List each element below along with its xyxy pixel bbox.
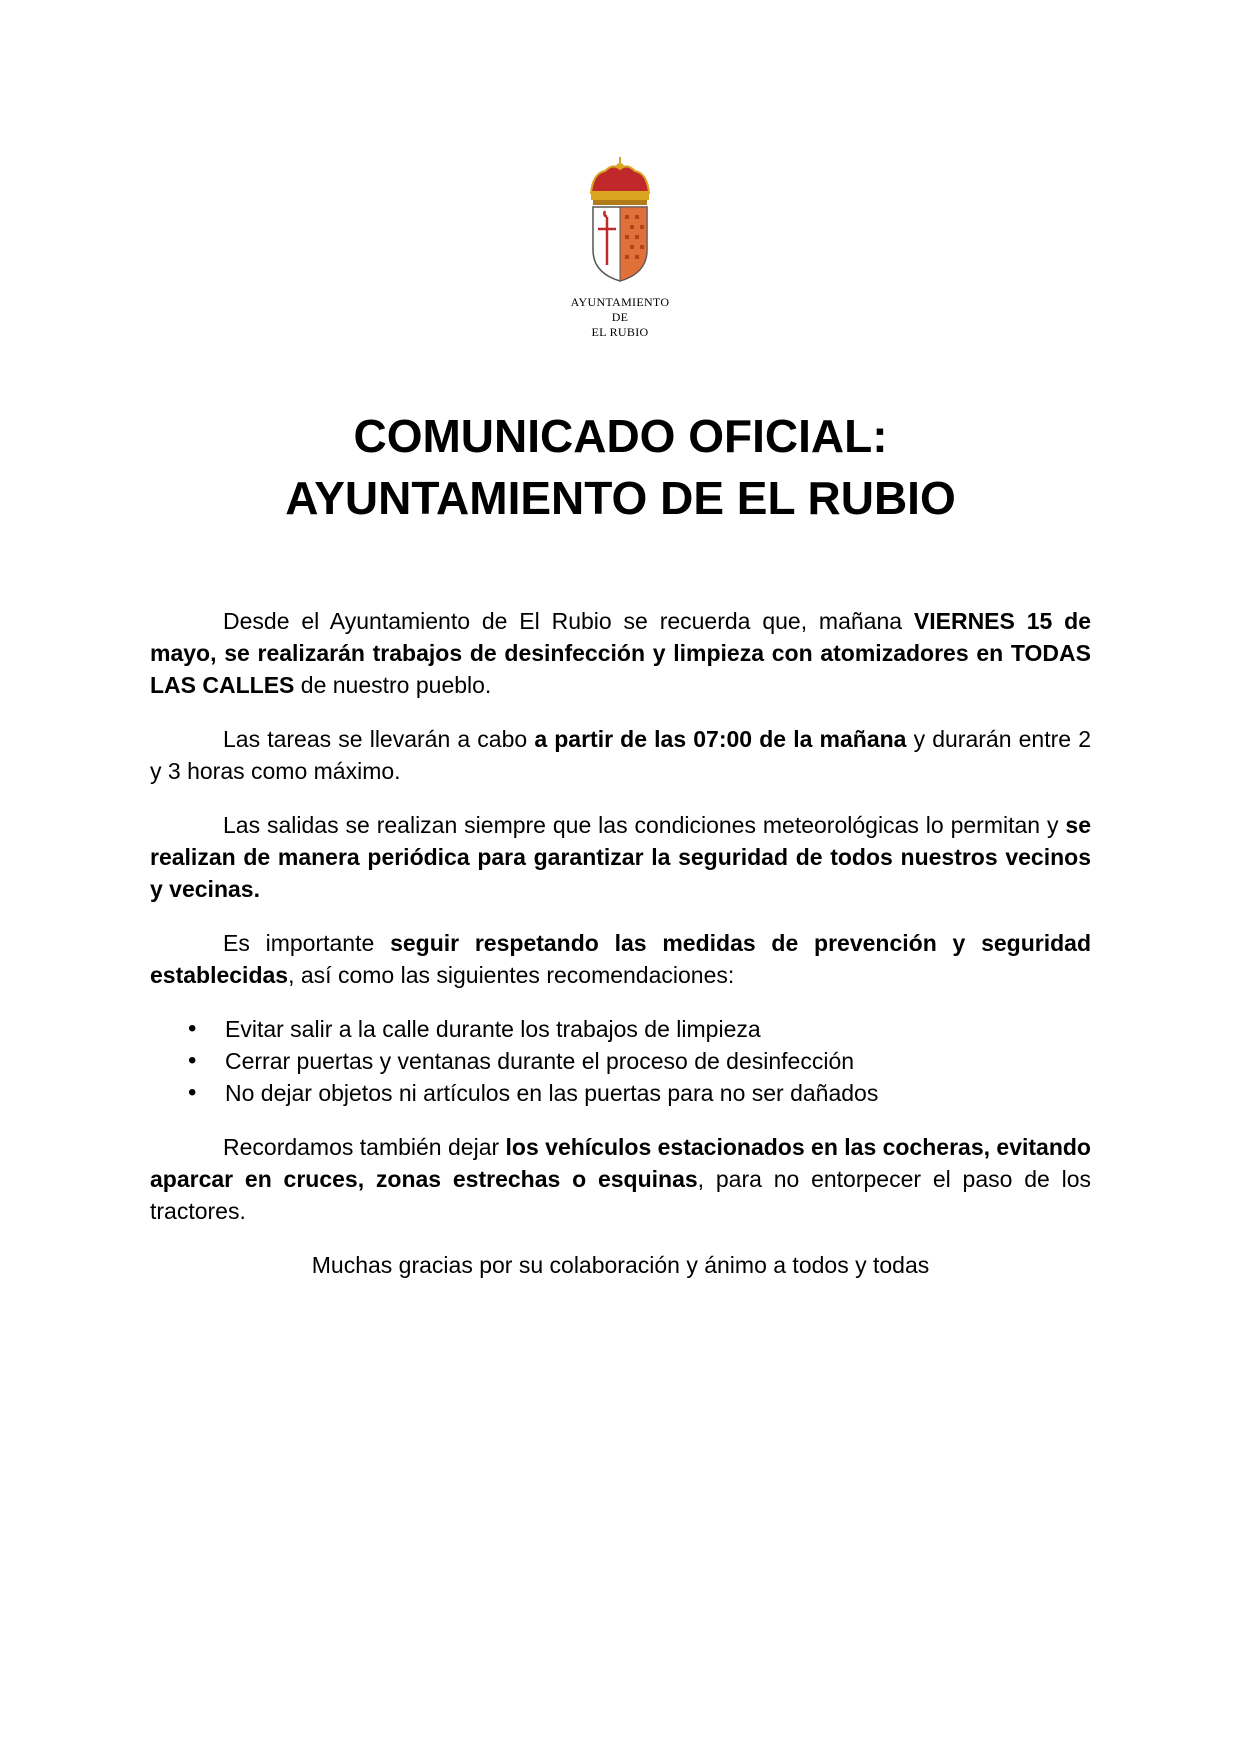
municipal-logo xyxy=(560,155,680,340)
list-item: • Cerrar puertas y ventanas durante el proceso de desinfección xyxy=(150,1045,1091,1077)
logo-caption xyxy=(560,295,680,340)
title-line-2: AYUNTAMIENTO DE EL RUBIO xyxy=(285,472,956,524)
title-line-1: COMUNICADO OFICIAL: xyxy=(353,410,888,462)
list-item: • No dejar objetos ni artículos en las puertas para no ser dañados xyxy=(150,1077,1091,1109)
text-segment: de nuestro pueblo. xyxy=(294,672,492,698)
text-segment: Desde el Ayuntamiento de El Rubio se recuerda que, mañana xyxy=(223,608,914,634)
text-segment: Las tareas se llevarán a cabo xyxy=(223,726,535,752)
paragraph-measures xyxy=(150,927,1091,991)
text-segment-bold: VIERNES 15 de mayo, se realizarán trabajos de desinfección y limpieza con atomizadores en TODAS LAS CALLES xyxy=(150,608,1091,698)
text-segment: Es importante xyxy=(223,930,391,956)
text-segment: , así como las siguientes recomendaciones: xyxy=(288,962,735,988)
page-title xyxy=(150,405,1091,529)
logo-caption-line: EL RUBIO xyxy=(591,325,649,339)
text-segment-bold: a partir de las 07:00 de la mañana xyxy=(534,726,907,752)
text-segment-bold: seguir respetando las medidas de prevención y seguridad establecidas xyxy=(150,930,1091,988)
text-segment-bold: se realizan de manera periódica para garantizar la seguridad de todos nuestros vecinos y vecinas. xyxy=(150,812,1091,902)
paragraph-schedule xyxy=(150,605,1091,701)
text-segment: y durarán entre 2 y 3 horas como máximo. xyxy=(150,726,1091,784)
logo-caption-line: DE xyxy=(611,310,629,324)
text-segment-bold: los vehículos estacionados en las cocheras, evitando aparcar en cruces, zonas estrechas o esquinas xyxy=(150,1134,1091,1192)
paragraph-conditions xyxy=(150,809,1091,905)
text-segment: Las salidas se realizan siempre que las condiciones meteorológicas lo permitan y xyxy=(223,812,1066,838)
list-item: • Evitar salir a la calle durante los trabajos de limpieza xyxy=(150,1013,1091,1045)
coat-of-arms-icon xyxy=(585,155,655,285)
paragraph-time xyxy=(150,723,1091,787)
logo-caption-line: AYUNTAMIENTO xyxy=(570,295,670,309)
announcement-body xyxy=(150,605,1091,1281)
paragraph-vehicles xyxy=(150,1131,1091,1227)
recommendations-list xyxy=(150,1013,1091,1109)
text-segment: , para no entorpecer el paso de los tractores. xyxy=(150,1166,1091,1224)
closing-line: Muchas gracias por su colaboración y ánimo a todos y todas xyxy=(311,1252,930,1278)
text-segment: Recordamos también dejar xyxy=(223,1134,506,1160)
